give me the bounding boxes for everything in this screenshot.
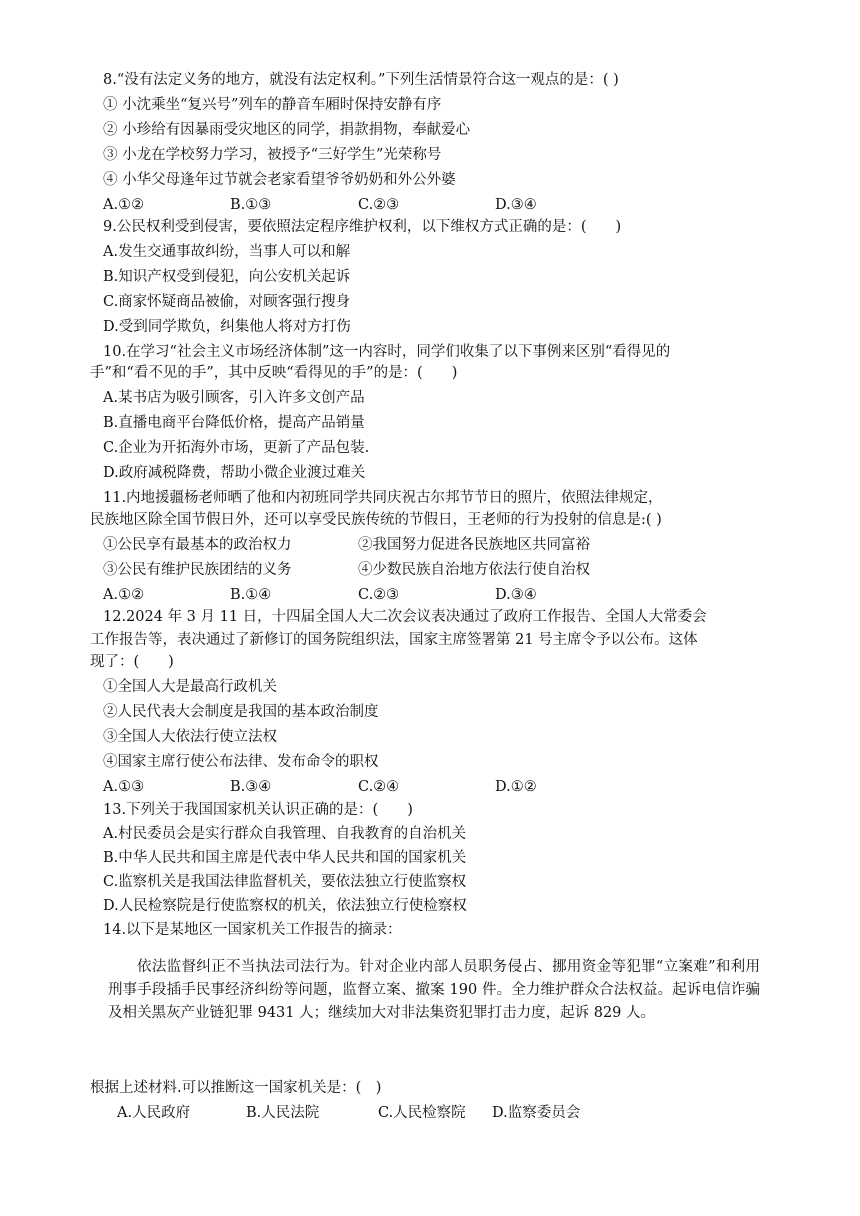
q10-stem-line-2: 手”和“看不见的手”，其中反映“看得见的手”的是：( ) <box>90 365 458 381</box>
q9-option-c: C.商家怀疑商品被偷，对顾客强行搜身 <box>103 294 351 310</box>
q10-option-c: C.企业为开拓海外市场，更新了产品包装. <box>103 440 370 456</box>
q10-option-a: A.某书店为吸引顾客，引入许多文创产品 <box>103 390 365 406</box>
q13-option-b: B.中华人民共和国主席是代表中华人民共和国的国家机关 <box>103 850 467 866</box>
q12-stem-line-2: 工作报告等，表决通过了新修订的国务院组织法，国家主席签署第 21 号主席令予以公布。这体 <box>90 632 698 648</box>
q14-option-b: B.人民法院 <box>246 1105 320 1121</box>
q9-option-a: A.发生交通事故纠纷，当事人可以和解 <box>103 244 351 260</box>
q14-option-a: A.人民政府 <box>117 1105 191 1121</box>
q12-option-a: A.①③ <box>103 779 145 795</box>
q8-option-d: D.③④ <box>495 197 537 213</box>
q11-option-b: B.①④ <box>230 587 272 603</box>
q11-item-1: ①公民享有最基本的政治权力 <box>103 537 292 553</box>
q8-stem: 8.“没有法定义务的地方，就没有法定权利。”下列生活情景符合这一观点的是：( ) <box>103 72 619 88</box>
q9-stem: 9.公民权利受到侵害，要依照法定程序维护权利，以下维权方式正确的是：( ) <box>103 219 622 235</box>
q12-stem-line-3: 现了：( ) <box>90 654 174 670</box>
q11-option-a: A.①② <box>103 587 145 603</box>
q14-option-d: D.监察委员会 <box>492 1105 581 1121</box>
q8-item-4: ④ 小华父母逢年过节就会老家看望爷爷奶奶和外公外婆 <box>103 172 456 188</box>
q8-item-1: ① 小沈乘坐“复兴号”列车的静音车厢时保持安静有序 <box>103 97 442 113</box>
q14-material-excerpt: 依法监督纠正不当执法司法行为。针对企业内部人员职务侵占、挪用资金等犯罪“立案难”和利用刑事手段插手民事经济纠纷等问题，监督立案、撤案 190 件。全力维护群众合法权益。起诉电信诈骗及相关黑灰产业链犯罪 9431 人；继续加大对非法集资犯罪打击力度，起诉 829 人。 <box>108 959 760 1021</box>
q8-option-a: A.①② <box>103 197 145 213</box>
q11-option-c: C.②③ <box>358 587 400 603</box>
q14-options <box>0 1103 860 1123</box>
q11-item-3: ③公民有维护民族团结的义务 <box>103 562 292 578</box>
q12-options <box>0 777 860 797</box>
q12-item-1: ①全国人大是最高行政机关 <box>103 679 277 695</box>
q11-item-4: ④少数民族自治地方依法行使自治权 <box>358 562 590 578</box>
q14-question: 根据上述材料.可以推断这一国家机关是：( ) <box>90 1080 382 1096</box>
q13-option-a: A.村民委员会是实行群众自我管理、自我教育的自治机关 <box>103 826 467 842</box>
q13-stem: 13.下列关于我国国家机关认识正确的是：( ) <box>103 802 413 818</box>
q9-option-d: D.受到同学欺负，纠集他人将对方打伤 <box>103 319 351 335</box>
q10-option-d: D.政府减税降费，帮助小微企业渡过难关 <box>103 465 366 481</box>
q8-options <box>0 195 860 215</box>
q13-option-d: D.人民检察院是行使监察权的机关，依法独立行使检察权 <box>103 898 467 914</box>
q12-option-c: C.②④ <box>358 779 400 795</box>
q11-item-2: ②我国努力促进各民族地区共同富裕 <box>358 537 590 553</box>
q12-item-4: ④国家主席行使公布法律、发布命令的职权 <box>103 754 379 770</box>
q12-stem-line-1: 12.2024 年 3 月 11 日，十四届全国人大二次会议表决通过了政府工作报告、全国人大常委会 <box>103 609 707 625</box>
q8-item-3: ③ 小龙在学校努力学习，被授予“三好学生”光荣称号 <box>103 147 442 163</box>
q8-option-b: B.①③ <box>230 197 272 213</box>
q12-option-d: D.①② <box>495 779 537 795</box>
q9-option-b: B.知识产权受到侵犯，向公安机关起诉 <box>103 269 351 285</box>
q12-item-3: ③全国人大依法行使立法权 <box>103 729 277 745</box>
q12-item-2: ②人民代表大会制度是我国的基本政治制度 <box>103 704 379 720</box>
q14-stem: 14.以下是某地区一国家机关工作报告的摘录： <box>103 922 402 938</box>
q8-option-c: C.②③ <box>358 197 400 213</box>
q13-option-c: C.监察机关是我国法律监督机关，要依法独立行使监察权 <box>103 874 467 890</box>
q11-items-row-2 <box>0 560 860 580</box>
q10-option-b: B.直播电商平台降低价格，提高产品销量 <box>103 415 365 431</box>
q11-option-d: D.③④ <box>495 587 537 603</box>
q11-items-row-1 <box>0 535 860 555</box>
q10-stem-line-1: 10.在学习“社会主义市场经济体制”这一内容时，同学们收集了以下事例来区别“看得见的 <box>103 344 671 360</box>
q14-option-c: C.人民检察院 <box>378 1105 466 1121</box>
q12-option-b: B.③④ <box>230 779 272 795</box>
q11-stem-line-2: 民族地区除全国节假日外，还可以享受民族传统的节假日，王老师的行为投射的信息是:( ) <box>90 512 662 528</box>
q8-item-2: ② 小珍给有因暴雨受灾地区的同学，捐款捐物，奉献爱心 <box>103 122 471 138</box>
q11-stem-line-1: 11.内地援疆杨老师晒了他和内初班同学共同庆祝古尔邦节节日的照片，依照法律规定， <box>103 490 663 506</box>
q11-options <box>0 585 860 605</box>
